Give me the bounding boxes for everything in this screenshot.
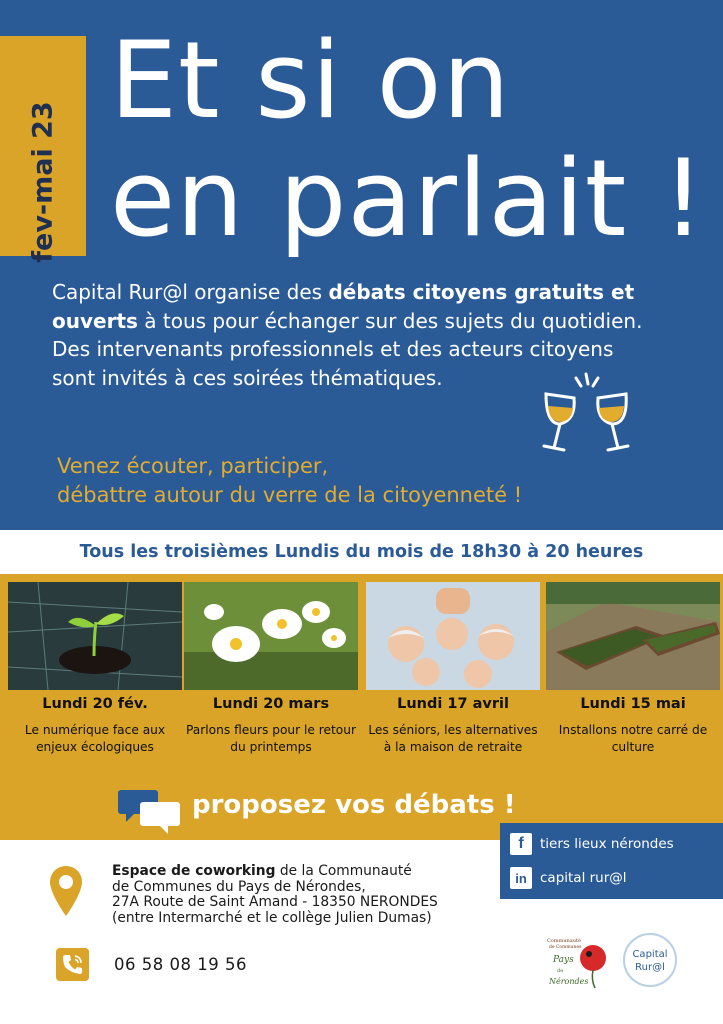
event-date: Lundi 20 mars — [212, 696, 330, 712]
event-card-4 — [544, 582, 722, 755]
event-description: Installons notre carré de culture — [558, 723, 708, 754]
capital-rural-logo — [622, 932, 678, 988]
org-name: Capital Rur@l — [52, 280, 188, 304]
date-range: fev-mai 23 — [27, 101, 59, 263]
title-line-2: en parlait ! — [110, 137, 706, 260]
schedule-text: Tous les troisièmes Lundis du mois de 18h30 à 20 heures — [79, 542, 644, 562]
intro-paragraph: Capital Rur@l organise des débats citoyens gratuits et ouverts à tous pour échanger sur des sujets du quotidien. Des intervenants professionnels et des acteurs citoyens sont invités à ces soirées thématiques. — [52, 280, 643, 390]
speech-bubbles-icon — [118, 786, 180, 834]
facebook-row[interactable] — [510, 833, 674, 855]
phone-number[interactable]: 06 58 08 19 56 — [114, 955, 247, 974]
daffodils-image — [184, 582, 358, 690]
linkedin-icon: in — [510, 867, 532, 889]
svg-text:de Communes: de Communes — [549, 945, 582, 950]
event-description: Parlons fleurs pour le retour du printemps — [186, 723, 356, 754]
event-card-2 — [182, 582, 360, 755]
svg-text:de: de — [557, 968, 564, 974]
event-card-3 — [364, 582, 542, 755]
svg-text:Nérondes: Nérondes — [549, 977, 589, 986]
event-date: Lundi 20 fév. — [42, 696, 148, 712]
propose-debates-text: proposez vos débats ! — [192, 790, 516, 820]
event-date: Lundi 15 mai — [580, 696, 686, 712]
phone-icon — [56, 948, 89, 981]
social-panel — [500, 823, 723, 899]
events-section — [0, 574, 723, 840]
svg-text:Rur@l: Rur@l — [635, 962, 665, 973]
seniors-image — [366, 582, 540, 690]
event-card-1 — [6, 582, 184, 755]
event-description: Les séniors, les alternatives à la maison de retraite — [368, 723, 538, 754]
svg-text:Capital: Capital — [632, 949, 668, 960]
event-description: Le numérique face aux enjeux écologiques — [24, 723, 166, 754]
linkedin-label: capital rur@l — [540, 870, 627, 886]
facebook-label: tiers lieux nérondes — [540, 836, 674, 852]
wine-glasses-icon — [532, 372, 640, 464]
title-line-1: Et si on — [110, 19, 511, 142]
linkedin-row[interactable] — [510, 867, 627, 889]
address-block: Espace de coworking de la Communauté de Communes du Pays de Nérondes, 27A Route de Saint Amand - 18350 NERONDES (entre Intermarché et le collège Julien Dumas) — [112, 863, 438, 926]
location-pin-icon — [50, 866, 82, 916]
facebook-icon: f — [510, 833, 532, 855]
schedule-banner — [0, 530, 723, 574]
date-tab — [0, 36, 86, 263]
invitation-text: Venez écouter, participer, débattre autour du verre de la citoyenneté ! — [57, 454, 523, 507]
garden-beds-image — [546, 582, 720, 690]
seedling-image — [8, 582, 182, 690]
venue-name: Espace de coworking — [112, 863, 276, 879]
svg-text:Pays: Pays — [553, 955, 574, 965]
event-date: Lundi 17 avril — [397, 696, 509, 712]
intro-highlight: débats citoyens gratuits et ouverts — [52, 280, 635, 333]
communaute-communes-logo — [543, 934, 615, 990]
svg-text:Communauté: Communauté — [547, 938, 581, 944]
